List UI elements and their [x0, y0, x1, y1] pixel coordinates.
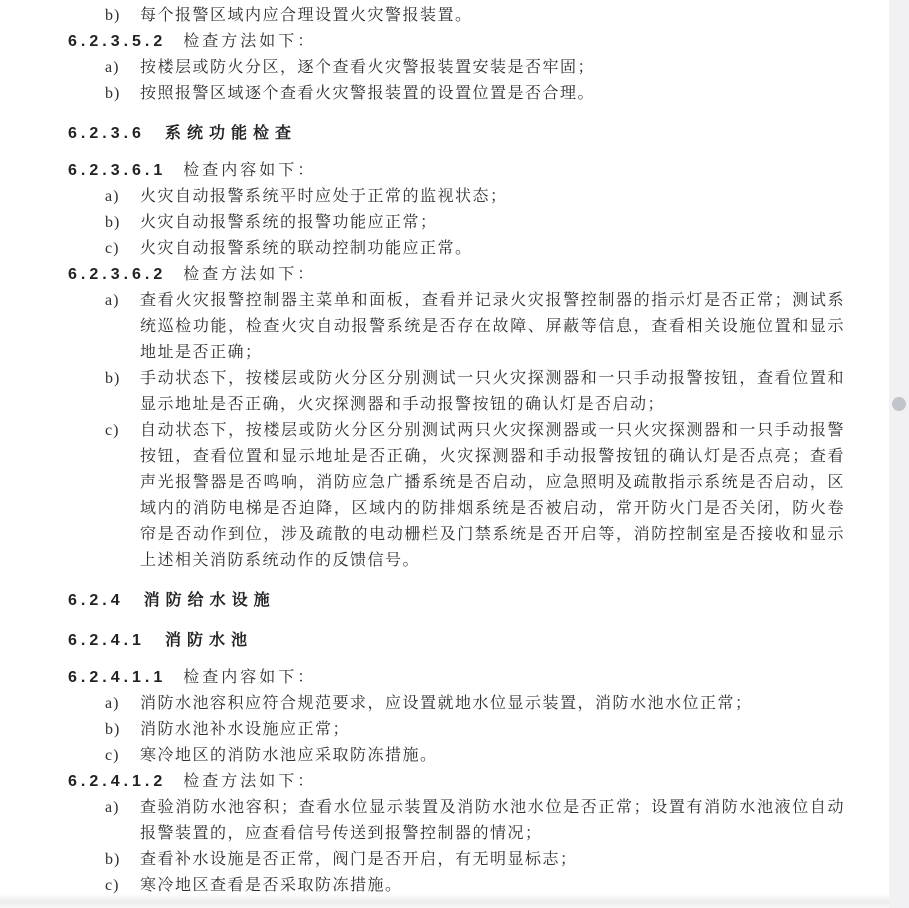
list-item-letter: b)	[105, 851, 121, 868]
list-item-letter: c)	[105, 240, 120, 257]
list-item	[68, 184, 847, 210]
list-item-letter: b)	[105, 721, 121, 738]
list-item-text: 火灾自动报警系统的报警功能应正常；	[140, 214, 438, 231]
clause-text: 检查内容如下：	[183, 669, 317, 686]
list-item-text: 火灾自动报警系统平时应处于正常的监视状态；	[140, 188, 508, 205]
list-item-letter: c)	[105, 877, 120, 894]
list-item-text: 查看补水设施是否正常，阀门是否开启，有无明显标志；	[140, 851, 578, 868]
list-item	[68, 3, 847, 29]
list-item-letter: a)	[105, 59, 120, 76]
list-item-text: 按楼层或防火分区，逐个查看火灾警报装置安装是否牢固；	[140, 59, 596, 76]
section-title: 系统功能检查	[164, 125, 297, 142]
list-item	[68, 366, 847, 418]
list-item-letter: c)	[105, 747, 120, 764]
clause-line	[68, 769, 847, 795]
list-item	[68, 691, 847, 717]
clause-text: 检查内容如下：	[183, 162, 317, 179]
list-item	[68, 288, 847, 366]
clause-text: 检查方法如下：	[183, 33, 317, 50]
list-item	[68, 847, 847, 873]
clause-number: 6.2.4.1.2	[68, 773, 167, 790]
document-content	[68, 3, 847, 899]
list-item	[68, 418, 847, 574]
clause-line	[68, 262, 847, 288]
list-item	[68, 55, 847, 81]
list-item-letter: a)	[105, 292, 120, 309]
list-item-letter: a)	[105, 799, 120, 816]
list-item-text: 消防水池补水设施应正常；	[140, 721, 351, 738]
section-heading	[68, 628, 847, 654]
clause-line	[68, 158, 847, 184]
list-item-letter: b)	[105, 370, 121, 387]
list-item	[68, 717, 847, 743]
list-item-text: 火灾自动报警系统的联动控制功能应正常。	[140, 240, 473, 257]
list-item-text: 消防水池容积应符合规范要求，应设置就地水位显示装置，消防水池水位正常；	[140, 695, 753, 712]
list-item-letter: b)	[105, 7, 121, 24]
scrollbar-track[interactable]	[889, 0, 909, 908]
scrollbar-thumb[interactable]	[892, 397, 906, 411]
list-item-text: 每个报警区域内应合理设置火灾警报装置。	[140, 7, 473, 24]
list-item-text: 自动状态下，按楼层或防火分区分别测试两只火灾探测器或一只火灾探测器和一只手动报警按钮，查看位置和显示地址是否正确，火灾探测器和手动报警按钮的确认灯是否点亮；查看声光报警器是否鸣响，消防应急广播系统是否启动，应急照明及疏散指示系统是否启动，区域内的消防电梯是否迫降，区域内的防排烟系统是否被启动，常开防火门是否关闭，防火卷帘是否动作到位，涉及疏散的电动栅栏及门禁系统是否开启等，消防控制室是否接收和显示上述相关消防系统动作的反馈信号。	[140, 422, 845, 569]
list-item-letter: b)	[105, 214, 121, 231]
list-item	[68, 81, 847, 107]
list-item-text: 查看火灾报警控制器主菜单和面板，查看并记录火灾报警控制器的指示灯是否正常；测试系统巡检功能，检查火灾自动报警系统是否存在故障、屏蔽等信息，查看相关设施位置和显示地址是否正确；	[140, 292, 845, 361]
clause-text: 检查方法如下：	[183, 266, 317, 283]
list-item	[68, 210, 847, 236]
list-item-letter: b)	[105, 85, 121, 102]
list-item-text: 寒冷地区的消防水池应采取防冻措施。	[140, 747, 438, 764]
list-item-text: 查验消防水池容积；查看水位显示装置及消防水池水位是否正常；设置有消防水池液位自动报警装置的，应查看信号传送到报警控制器的情况；	[140, 799, 845, 842]
section-title: 消防水池	[164, 632, 253, 649]
clause-number: 6.2.3.5.2	[68, 33, 167, 50]
clause-number: 6.2.3.6.1	[68, 162, 167, 179]
list-item-letter: c)	[105, 422, 120, 439]
section-number: 6.2.4.1	[68, 632, 145, 649]
list-item	[68, 873, 847, 899]
list-item-text: 按照报警区域逐个查看火灾警报装置的设置位置是否合理。	[140, 85, 596, 102]
list-item	[68, 795, 847, 847]
list-item-text: 手动状态下，按楼层或防火分区分别测试一只火灾探测器和一只手动报警按钮，查看位置和显示地址是否正确，火灾探测器和手动报警按钮的确认灯是否启动；	[140, 370, 845, 413]
clause-line	[68, 665, 847, 691]
clause-text: 检查方法如下：	[183, 773, 317, 790]
section-heading	[68, 588, 847, 614]
list-item-letter: a)	[105, 188, 120, 205]
list-item-text: 寒冷地区查看是否采取防冻措施。	[140, 877, 403, 894]
section-number: 6.2.4	[68, 592, 124, 609]
section-number: 6.2.3.6	[68, 125, 145, 142]
clause-number: 6.2.3.6.2	[68, 266, 167, 283]
section-title: 消防给水设施	[143, 592, 276, 609]
list-item	[68, 743, 847, 769]
clause-line	[68, 29, 847, 55]
clause-number: 6.2.4.1.1	[68, 669, 167, 686]
section-heading	[68, 121, 847, 147]
list-item	[68, 236, 847, 262]
list-item-letter: a)	[105, 695, 120, 712]
